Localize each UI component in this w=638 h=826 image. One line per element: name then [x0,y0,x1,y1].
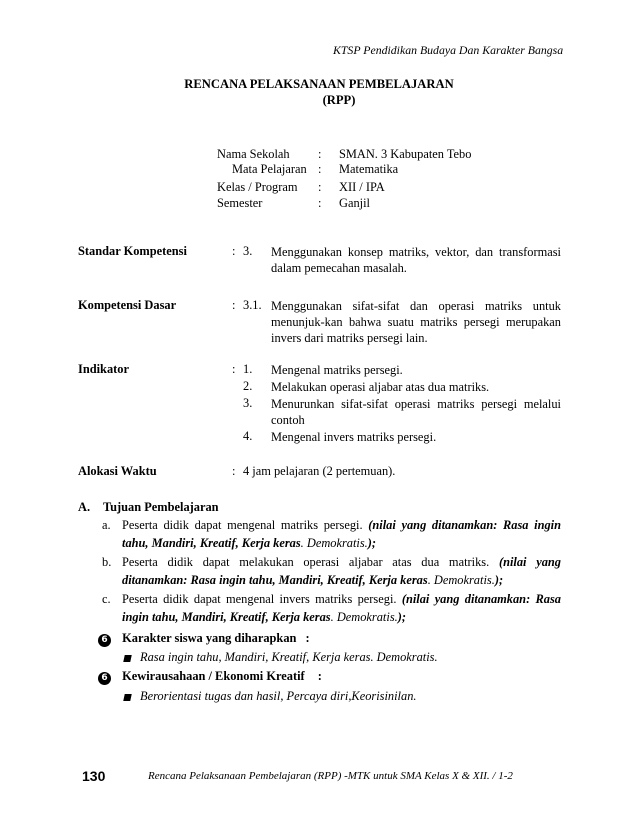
indikator-number: 1. [243,362,253,376]
sk-label: Standar Kompetensi [78,244,187,258]
indikator-item: Menurunkan sifat-sifat operasi matriks persegi melalui [271,397,561,411]
sk-text-line1: Menggunakan konsep matriks, vektor, dan transformasi [271,245,561,259]
indikator-label: Indikator [78,362,129,376]
info-label-semester: Semester [217,196,263,210]
info-value-class: XII / IPA [339,180,385,194]
indikator-item: Mengenal matriks persegi. [271,363,403,377]
item-values: (nilai yang ditanamkan: Rasa ingin tahu, Mandiri, Kreatif, Kerja keras [122,555,561,587]
item-letter: a. [102,518,111,532]
item-close: ); [494,573,504,587]
indikator-colon: : [232,362,236,376]
square-bullet-icon [123,694,131,701]
tujuan-item-a [102,516,561,552]
item-values-tail: . Demokratis. [300,536,368,550]
sk-text-line2: dalam pemecahan masalah. [271,261,407,275]
kewirausahaan-bullet-text: Berorientasi tugas dan hasil, Percaya diri,Keorisinilan. [140,689,417,703]
info-colon: : [318,147,322,161]
tujuan-item-b [102,553,561,589]
alokasi-value: 4 jam pelajaran (2 pertemuan). [243,464,396,478]
sk-colon: : [232,244,236,258]
item-values: (nilai yang ditanamkan: Rasa ingin tahu, Mandiri, Kreatif, Kerja keras [122,592,561,624]
document-subtitle: (RPP) [322,93,356,107]
karakter-bullet-text: Rasa ingin tahu, Mandiri, Kreatif, Kerja keras. Demokratis. [140,650,438,664]
info-label-subject: Mata Pelajaran [232,162,307,176]
indikator-item: Mengenal invers matriks persegi. [271,430,437,444]
karakter-heading: Karakter siswa yang diharapkan [122,631,297,645]
info-colon: : [318,196,322,210]
item-values-tail: . Demokratis. [427,573,495,587]
kewirausahaan-row [98,669,322,685]
info-label-school: Nama Sekolah [217,147,290,161]
kewirausahaan-heading: Kewirausahaan / Ekonomi Kreatif [122,669,305,683]
karakter-bullet-row [124,650,438,665]
item-letter: c. [102,592,111,606]
sk-number: 3. [243,244,253,258]
info-colon: : [318,162,322,176]
info-colon: : [318,180,322,194]
kewirausahaan-bullet-row [124,689,416,704]
indikator-number: 2. [243,379,253,393]
item-text: Peserta didik dapat mengenal invers matriks persegi. [122,592,397,606]
info-value-school: SMAN. 3 Kabupaten Tebo [339,147,472,161]
tujuan-heading: Tujuan Pembelajaran [103,500,219,514]
alokasi-label: Alokasi Waktu [78,464,157,478]
alokasi-colon: : [232,464,236,478]
item-text: Peserta didik dapat mengenal matriks persegi. [122,518,363,532]
running-header: KTSP Pendidikan Budaya Dan Karakter Bangsa [333,43,564,57]
karakter-colon: : [305,631,310,645]
info-label-class: Kelas / Program [217,180,298,194]
item-letter: b. [102,555,112,569]
kewirausahaan-colon: : [317,669,322,683]
item-close: ); [397,610,406,624]
tujuan-list [102,516,561,627]
indikator-item: Melakukan operasi aljabar atas dua matriks. [271,380,490,394]
kd-number: 3.1. [243,298,262,312]
kd-colon: : [232,298,236,312]
kd-text-line1: Menggunakan sifat-sifat dan operasi matriks untuk [271,299,561,313]
kd-label: Kompetensi Dasar [78,298,177,312]
indikator-number: 4. [243,429,253,443]
info-value-semester: Ganjil [339,196,370,210]
item-values: (nilai yang ditanamkan: Rasa ingin tahu, Mandiri, Kreatif, Kerja keras [122,518,561,550]
running-footer: Rencana Pelaksanaan Pembelajaran (RPP) -MTK untuk SMA Kelas X & XII. / 1-2 [148,770,513,782]
indikator-item-cont: contoh [271,413,305,427]
kd-text-line3: invers dari matriks persegi lain. [271,331,428,345]
karakter-row [98,631,310,647]
numbered-circle-icon: 6 [98,672,111,685]
info-value-subject: Matematika [339,162,399,176]
square-bullet-icon [123,655,131,662]
tujuan-item-c [102,590,561,626]
item-values-tail: . Demokratis. [330,610,398,624]
item-close: ); [367,536,377,550]
document-title: RENCANA PELAKSANAAN PEMBELAJARAN [184,77,454,91]
indikator-number: 3. [243,396,253,410]
item-text: Peserta didik dapat melakukan operasi aljabar atas dua matriks. [122,555,490,569]
numbered-circle-icon: 6 [98,634,111,647]
kd-text-line2: menunjuk-kan bahwa suatu matriks persegi merupakan [271,315,561,329]
page-number: 130 [82,768,106,784]
tujuan-marker: A. [78,500,91,514]
